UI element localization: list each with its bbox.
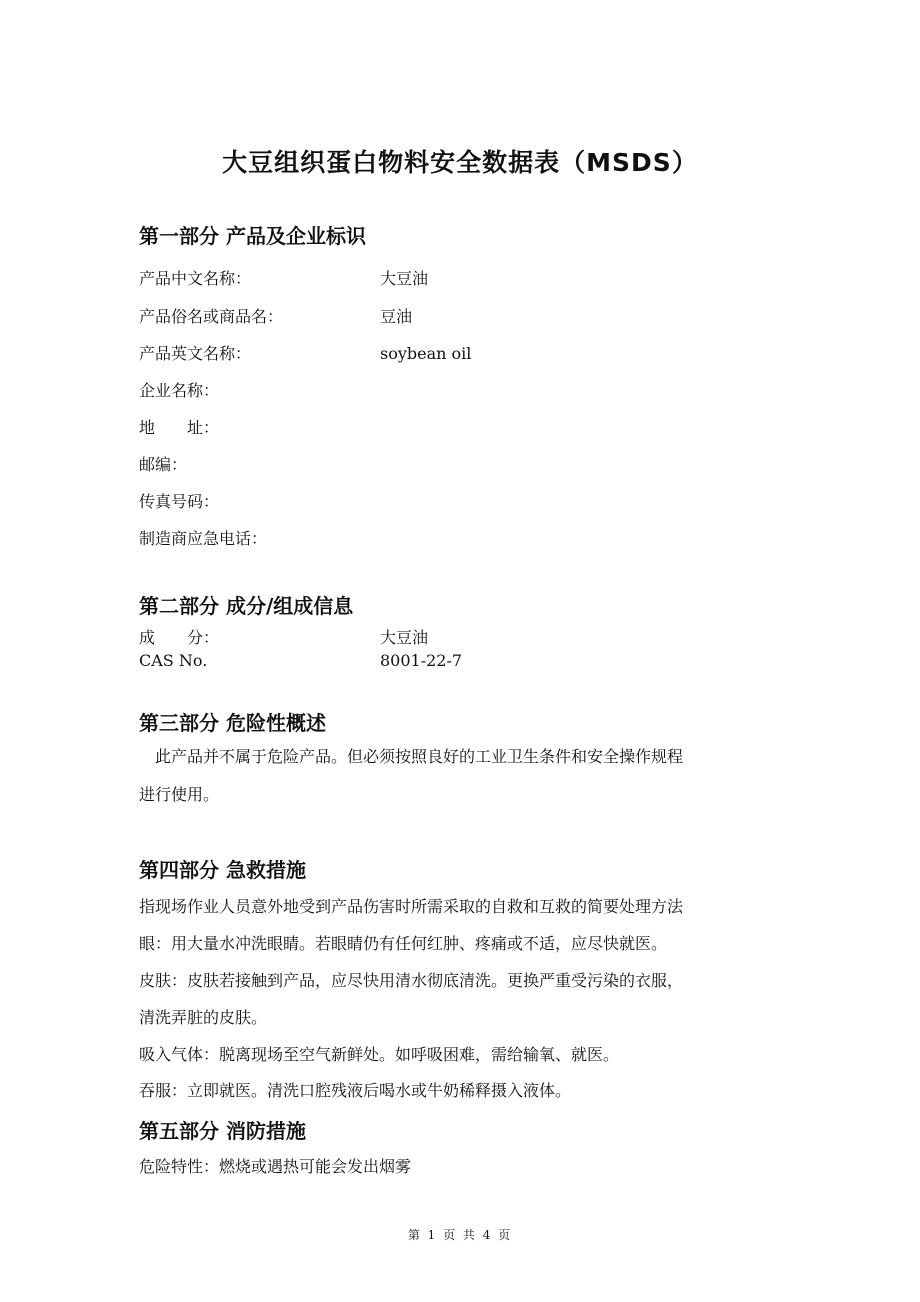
field-label: 邮编：: [139, 455, 188, 474]
field-row: [139, 650, 462, 672]
field-row: [139, 454, 380, 476]
field-row: [139, 268, 428, 290]
section-1-heading: 第一部分 产品及企业标识: [139, 224, 366, 248]
section-3-heading: 第三部分 危险性概述: [139, 711, 326, 735]
field-label: 制造商应急电话：: [139, 529, 268, 548]
field-label: 成 分：: [139, 628, 220, 647]
field-label: 产品俗名或商品名：: [139, 307, 284, 326]
field-row: [139, 627, 428, 649]
field-value: soybean oil: [380, 344, 472, 363]
field-value: 8001-22-7: [380, 651, 463, 670]
field-label: 地 址：: [139, 418, 220, 437]
paragraph-line: 进行使用。: [139, 785, 220, 804]
paragraph-line: 指现场作业人员意外地受到产品伤害时所需采取的自救和互救的简要处理方法: [139, 897, 684, 916]
field-row: [139, 528, 380, 550]
paragraph-line: 眼：用大量水冲洗眼睛。若眼睛仍有任何红肿、疼痛或不适，应尽快就医。: [139, 934, 668, 953]
paragraph-line: 吞服：立即就医。清洗口腔残液后喝水或牛奶稀释摄入液体。: [139, 1081, 572, 1100]
document-title: 大豆组织蛋白物料安全数据表（MSDS）: [222, 148, 698, 177]
field-label: 传真号码：: [139, 492, 220, 511]
field-row: [139, 491, 380, 513]
field-value: 豆油: [380, 307, 413, 326]
paragraph-line: 皮肤：皮肤若接触到产品，应尽快用清水彻底清洗。更换严重受污染的衣服，: [139, 971, 684, 990]
section-2-heading: 第二部分 成分/组成信息: [139, 594, 354, 618]
page-footer: 第 1 页 共 4 页: [407, 1228, 513, 1242]
field-row: [139, 380, 380, 402]
paragraph-line: 吸入气体：脱离现场至空气新鲜处。如呼吸困难，需给输氧、就医。: [139, 1045, 620, 1064]
paragraph-line: 此产品并不属于危险产品。但必须按照良好的工业卫生条件和安全操作规程: [139, 747, 684, 766]
section-5-heading: 第五部分 消防措施: [139, 1119, 306, 1143]
section-4-heading: 第四部分 急救措施: [139, 858, 306, 882]
field-label: 产品英文名称：: [139, 344, 252, 363]
paragraph-line: 清洗弄脏的皮肤。: [139, 1008, 268, 1027]
field-value: 大豆油: [380, 269, 429, 288]
field-row: [139, 306, 412, 328]
field-label: 产品中文名称：: [139, 269, 252, 288]
field-row: [139, 417, 380, 439]
field-value: 大豆油: [380, 628, 429, 647]
field-label: CAS No.: [139, 651, 208, 670]
field-label: 企业名称：: [139, 381, 220, 400]
field-row: [139, 343, 471, 365]
paragraph-line: 危险特性：燃烧或遇热可能会发出烟雾: [139, 1157, 412, 1176]
